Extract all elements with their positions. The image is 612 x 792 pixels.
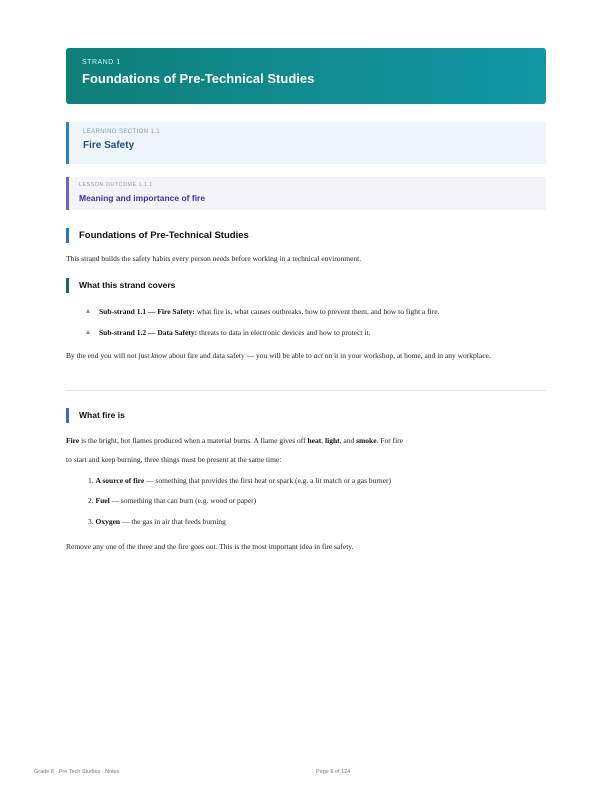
strand-intro: This strand builds the safety habits every person needs before working in a technical environment. <box>66 254 362 263</box>
list-item-label: Sub-strand 1.2 — Data Safety: <box>99 328 198 337</box>
fire-term: heat <box>307 436 322 445</box>
fire-intro <box>66 431 546 469</box>
summary-paragraph <box>66 347 546 365</box>
fire-intro-text: , and <box>339 436 357 445</box>
list-item <box>86 307 546 316</box>
fire-intro-text: , <box>321 436 326 445</box>
summary-text: on it in your workshop, at home, and in any workplace. <box>322 351 491 360</box>
footer-left: Grade 8 · Pre Tech Studies · Notes <box>34 769 120 775</box>
list-item-label: Sub-strand 1.1 — Fire Safety: <box>99 307 195 316</box>
fire-term: smoke <box>356 436 377 445</box>
list-item-text: what fire is, what causes outbreaks, how to prevent them, and how to fight a fire. <box>194 307 440 316</box>
list-item-text: — something that can burn (e.g. wood or paper) <box>109 496 257 505</box>
fire-term: Fire <box>66 436 80 445</box>
summary-emphasis: act <box>313 351 323 360</box>
strand-title: Foundations of Pre-Technical Studies <box>82 71 315 86</box>
learning-section-title: Fire Safety <box>83 140 135 151</box>
list-item-label: Fuel <box>95 496 110 505</box>
learning-section-kicker: LEARNING SECTION 1.1 <box>83 129 161 135</box>
covers-heading: What this strand covers <box>66 278 175 293</box>
fire-intro-text: to start and keep burning, three things must be present at the same time: <box>66 455 282 464</box>
summary-emphasis: know <box>151 351 168 360</box>
triangle-bullet-icon <box>86 330 90 334</box>
list-item <box>88 496 546 505</box>
list-item-number: 1. <box>88 476 94 485</box>
fire-intro-text: . For fire <box>376 436 403 445</box>
list-item-text: — the gas in air that feeds burning <box>120 517 226 526</box>
strand-banner <box>66 48 546 104</box>
learning-section-box <box>66 122 546 164</box>
list-item-number: 2. <box>88 496 94 505</box>
divider <box>66 390 546 391</box>
triangle-bullet-icon <box>86 309 90 313</box>
fire-term: light <box>325 436 340 445</box>
strand-kicker: STRAND 1 <box>82 59 121 66</box>
list-item <box>86 328 546 337</box>
strand-heading: Foundations of Pre-Technical Studies <box>66 228 249 243</box>
list-item-number: 3. <box>88 517 94 526</box>
page-number: Page 6 of 124 <box>316 769 351 775</box>
summary-text: By the end you will not just <box>66 351 152 360</box>
list-item-label: Oxygen <box>95 517 121 526</box>
list-item-text: — something that provides the first heat or spark (e.g. a lit match or a gas burner) <box>144 476 391 485</box>
summary-text: about fire and data safety — you will be able to <box>167 351 314 360</box>
lesson-outcome-box <box>66 177 546 210</box>
fire-intro-text: is the bright, hot flames produced when a material burns. A flame gives off <box>79 436 308 445</box>
lesson-outcome-kicker: LESSON OUTCOME 1.1.1 <box>79 182 153 188</box>
list-item <box>88 517 546 526</box>
fire-heading: What fire is <box>66 408 125 423</box>
list-item-label: A source of fire <box>95 476 145 485</box>
list-item <box>88 476 546 485</box>
lesson-outcome-title: Meaning and importance of fire <box>79 193 206 203</box>
list-item-text: threats to data in electronic devices and how to protect it. <box>197 328 371 337</box>
fire-closing: Remove any one of the three and the fire goes out. This is the most important idea in fire safety. <box>66 542 354 551</box>
